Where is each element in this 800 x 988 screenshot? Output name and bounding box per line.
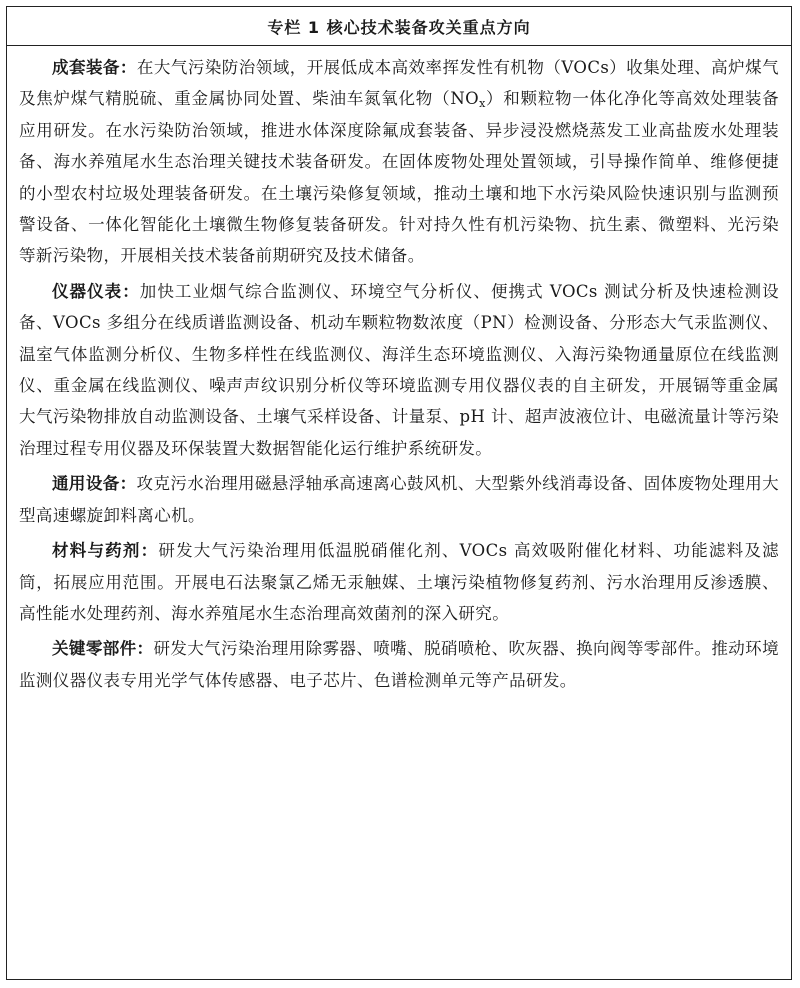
section-text: 攻克污水治理用磁悬浮轴承高速离心鼓风机、大型紫外线消毒设备、固体废物处理用大型高速螺旋卸料离心机。	[19, 474, 780, 525]
section-lead: 仪器仪表：	[52, 281, 140, 301]
box-content	[7, 46, 791, 696]
feature-box	[6, 6, 792, 980]
box-title: 专栏 1 核心技术装备攻关重点方向	[7, 7, 791, 46]
nox-subscript: x	[479, 97, 486, 111]
section-lead: 材料与药剂：	[52, 541, 159, 561]
section-key-components	[19, 633, 779, 696]
section-lead: 通用设备：	[52, 474, 137, 494]
section-text: 研发大气污染治理用除雾器、喷嘴、脱硝喷枪、吹灰器、换向阀等零部件。推动环境监测仪器仪表专用光学气体传感器、电子芯片、色谱检测单元等产品研发。	[19, 639, 779, 690]
section-materials	[19, 535, 779, 629]
section-instruments	[19, 276, 779, 464]
section-text: 研发大气污染治理用低温脱硝催化剂、VOCs 高效吸附催化材料、功能滤料及滤筒，拓展应用范围。开展电石法聚氯乙烯无汞触媒、土壤污染植物修复药剂、污水治理用反渗透膜、高性能水处理药剂、海水养殖尾水生态治理高效菌剂的深入研究。	[19, 541, 779, 623]
section-lead: 成套装备：	[52, 58, 137, 77]
section-lead: 关键零部件：	[52, 639, 154, 659]
section-text-cont: ）和颗粒物一体化净化等高效处理装备应用研发。在水污染防治领域，推进水体深度除氟成套装备、异步浸没燃烧蒸发工业高盐废水处理装备、海水养殖尾水生态治理关键技术装备研发。在固体废物处理处置领域，引导操作简单、维修便捷的小型农村垃圾处理装备研发。在土壤污染修复领域，推动土壤和地下水污染风险快速识别与监测预警设备、一体化智能化土壤微生物修复装备研发。针对持久性有机污染物、抗生素、微塑料、光污染等新污染物，开展相关技术装备前期研究及技术储备。	[19, 89, 779, 266]
section-text: 加快工业烟气综合监测仪、环境空气分析仪、便携式 VOCs 测试分析及快速检测设备、VOCs 多组分在线质谱监测设备、机动车颗粒物数浓度（PN）检测设备、分形态大气汞监测仪、温室气体监测分析仪、生物多样性在线监测仪、海洋生态环境监测仪、入海污染物通量原位在线监测仪、重金属在线监测仪、噪声声纹识别分析仪等环境监测专用仪器仪表的自主研发，开展镉等重金属大气污染物排放自动监测设备、土壤气采样设备、计量泵、pH 计、超声波液位计、电磁流量计等污染治理过程专用仪器及环保装置大数据智能化运行维护系统研发。	[19, 281, 779, 458]
section-text: 在大气污染防治领域，开展低成本高效率挥发性有机物（VOCs）收集处理、高炉煤气及焦炉煤气精脱硫、重金属协同处置、柴油车氮氧化物（NO	[19, 58, 779, 109]
section-complete-equipment	[19, 52, 779, 272]
section-general-equipment	[19, 468, 779, 531]
